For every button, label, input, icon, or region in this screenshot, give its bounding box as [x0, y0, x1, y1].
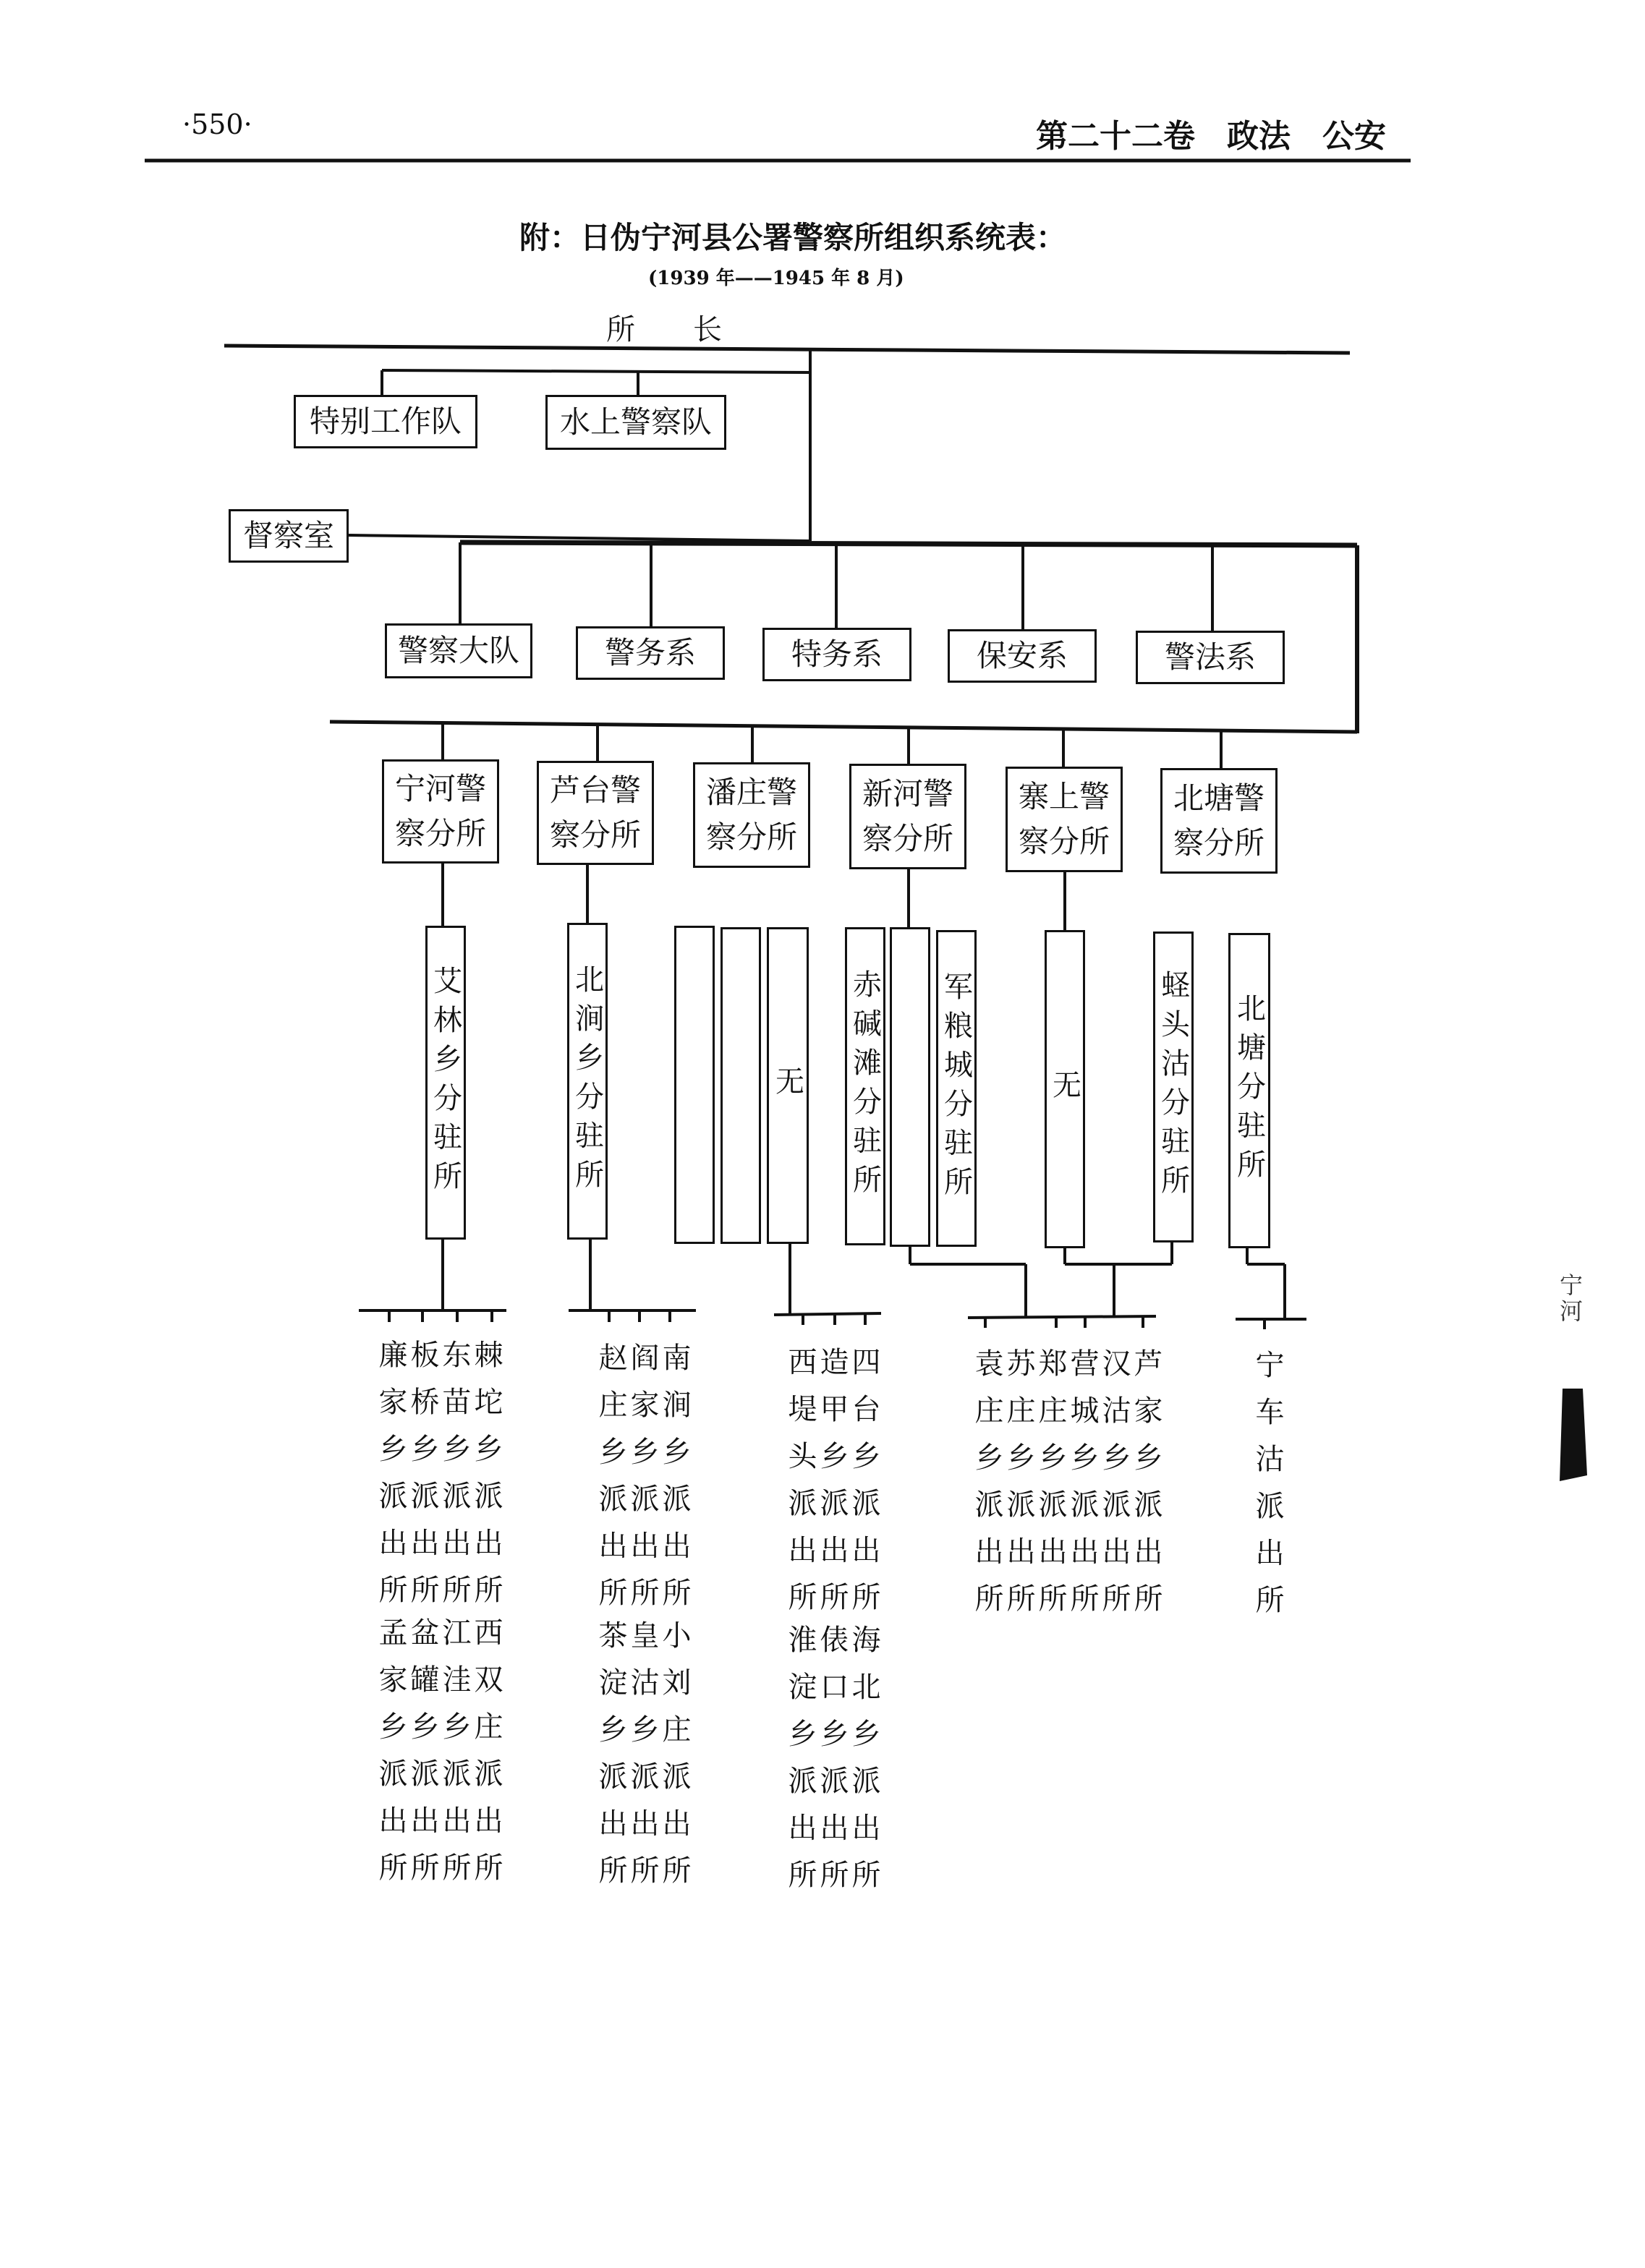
post-lutai-6: 小刘庄派出所: [658, 1620, 691, 1902]
post-ninghe-7: 江洼乡派出所: [438, 1617, 471, 1899]
substation-zhaishang-none: 无: [1045, 930, 1085, 1248]
department-box-special-affairs: 特务系: [762, 628, 911, 681]
branch-box-ninghe: 宁河警察分所: [382, 759, 499, 864]
department-box-police-law: 警法系: [1136, 631, 1285, 684]
branch-box-lutai: 芦台警察分所: [537, 761, 654, 865]
department-box-police-brigade: 警察大队: [385, 623, 532, 678]
department-box-police-affairs: 警务系: [576, 626, 725, 680]
post-xinhe-5: 汉沽乡派出所: [1097, 1348, 1131, 1630]
water-police-team-box: 水上警察队: [545, 395, 726, 450]
post-ninghe-3: 东苗乡派出所: [438, 1339, 471, 1621]
section-title: 第二十二卷 政法 公安: [1036, 118, 1386, 155]
substation-chijiantan: 赤碱滩分驻所: [845, 927, 885, 1245]
substation-panzhuang-blank-2: [721, 927, 761, 1244]
post-xinhe-3: 郑庄乡派出所: [1034, 1348, 1067, 1630]
substation-beijian: 北涧乡分驻所: [567, 923, 608, 1240]
chart-title: 附：日伪宁河县公署警察所组织系统表：: [519, 220, 1067, 255]
post-ninghe-5: 孟家乡派出所: [374, 1617, 407, 1899]
post-panzhuang-1: 西堤头派出所: [783, 1347, 817, 1629]
substation-panzhuang-blank: [674, 926, 715, 1244]
substation-junliangcheng: 军粮城分驻所: [936, 930, 977, 1247]
branch-box-xinhe: 新河警察分所: [849, 764, 966, 869]
post-xinhe-6: 芦家乡派出所: [1129, 1348, 1162, 1630]
special-task-team-box: 特别工作队: [294, 395, 477, 448]
post-ninghe-4: 棘坨乡派出所: [469, 1339, 503, 1621]
post-xinhe-1: 袁庄乡派出所: [970, 1348, 1003, 1630]
department-box-security: 保安系: [948, 629, 1097, 683]
post-lutai-2: 阎家乡派出所: [626, 1342, 659, 1624]
chart-subtitle: (1939 年——1945 年 8 月): [648, 268, 904, 289]
substation-chengtougu: 蛏头沽分驻所: [1153, 932, 1194, 1242]
post-ninghe-8: 西双庄派出所: [469, 1617, 503, 1899]
post-panzhuang-5: 俵口乡派出所: [815, 1624, 849, 1906]
post-xinhe-2: 苏庄乡派出所: [1002, 1348, 1035, 1630]
substation-beitang: 北塘分驻所: [1228, 933, 1270, 1248]
root-director: 所 长: [606, 313, 722, 346]
post-lutai-1: 赵庄乡派出所: [594, 1342, 627, 1624]
post-ninghe-6: 盆罐乡派出所: [406, 1617, 439, 1899]
branch-box-zhaishang: 寨上警察分所: [1006, 767, 1123, 872]
post-ninghe-1: 廉家乡派出所: [374, 1339, 407, 1621]
post-panzhuang-2: 造甲乡派出所: [815, 1347, 849, 1629]
branch-box-beitang: 北塘警察分所: [1160, 768, 1278, 874]
branch-box-panzhuang: 潘庄警察分所: [693, 762, 810, 868]
margin-note: 宁河: [1556, 1273, 1584, 1325]
substation-panzhuang-none: 无: [767, 927, 809, 1244]
post-lutai-3: 南涧乡派出所: [658, 1342, 691, 1624]
post-ninghe-2: 板桥乡派出所: [406, 1339, 439, 1621]
post-panzhuang-6: 海北乡派出所: [847, 1624, 880, 1906]
substation-ailin: 艾林乡分驻所: [425, 926, 466, 1240]
post-xinhe-4: 营城乡派出所: [1066, 1348, 1099, 1630]
inspection-office-box: 督察室: [229, 509, 349, 563]
substation-xinhe-blank: [890, 927, 930, 1247]
post-lutai-5: 皇沽乡派出所: [626, 1620, 659, 1902]
page-number: ·550·: [182, 108, 252, 140]
post-beitang-1: 宁车沽派出所: [1251, 1350, 1284, 1632]
post-panzhuang-3: 四台乡派出所: [847, 1347, 880, 1629]
post-panzhuang-4: 淮淀乡派出所: [783, 1624, 817, 1906]
margin-tab-mark: [1560, 1389, 1587, 1481]
post-lutai-4: 茶淀乡派出所: [594, 1620, 627, 1902]
